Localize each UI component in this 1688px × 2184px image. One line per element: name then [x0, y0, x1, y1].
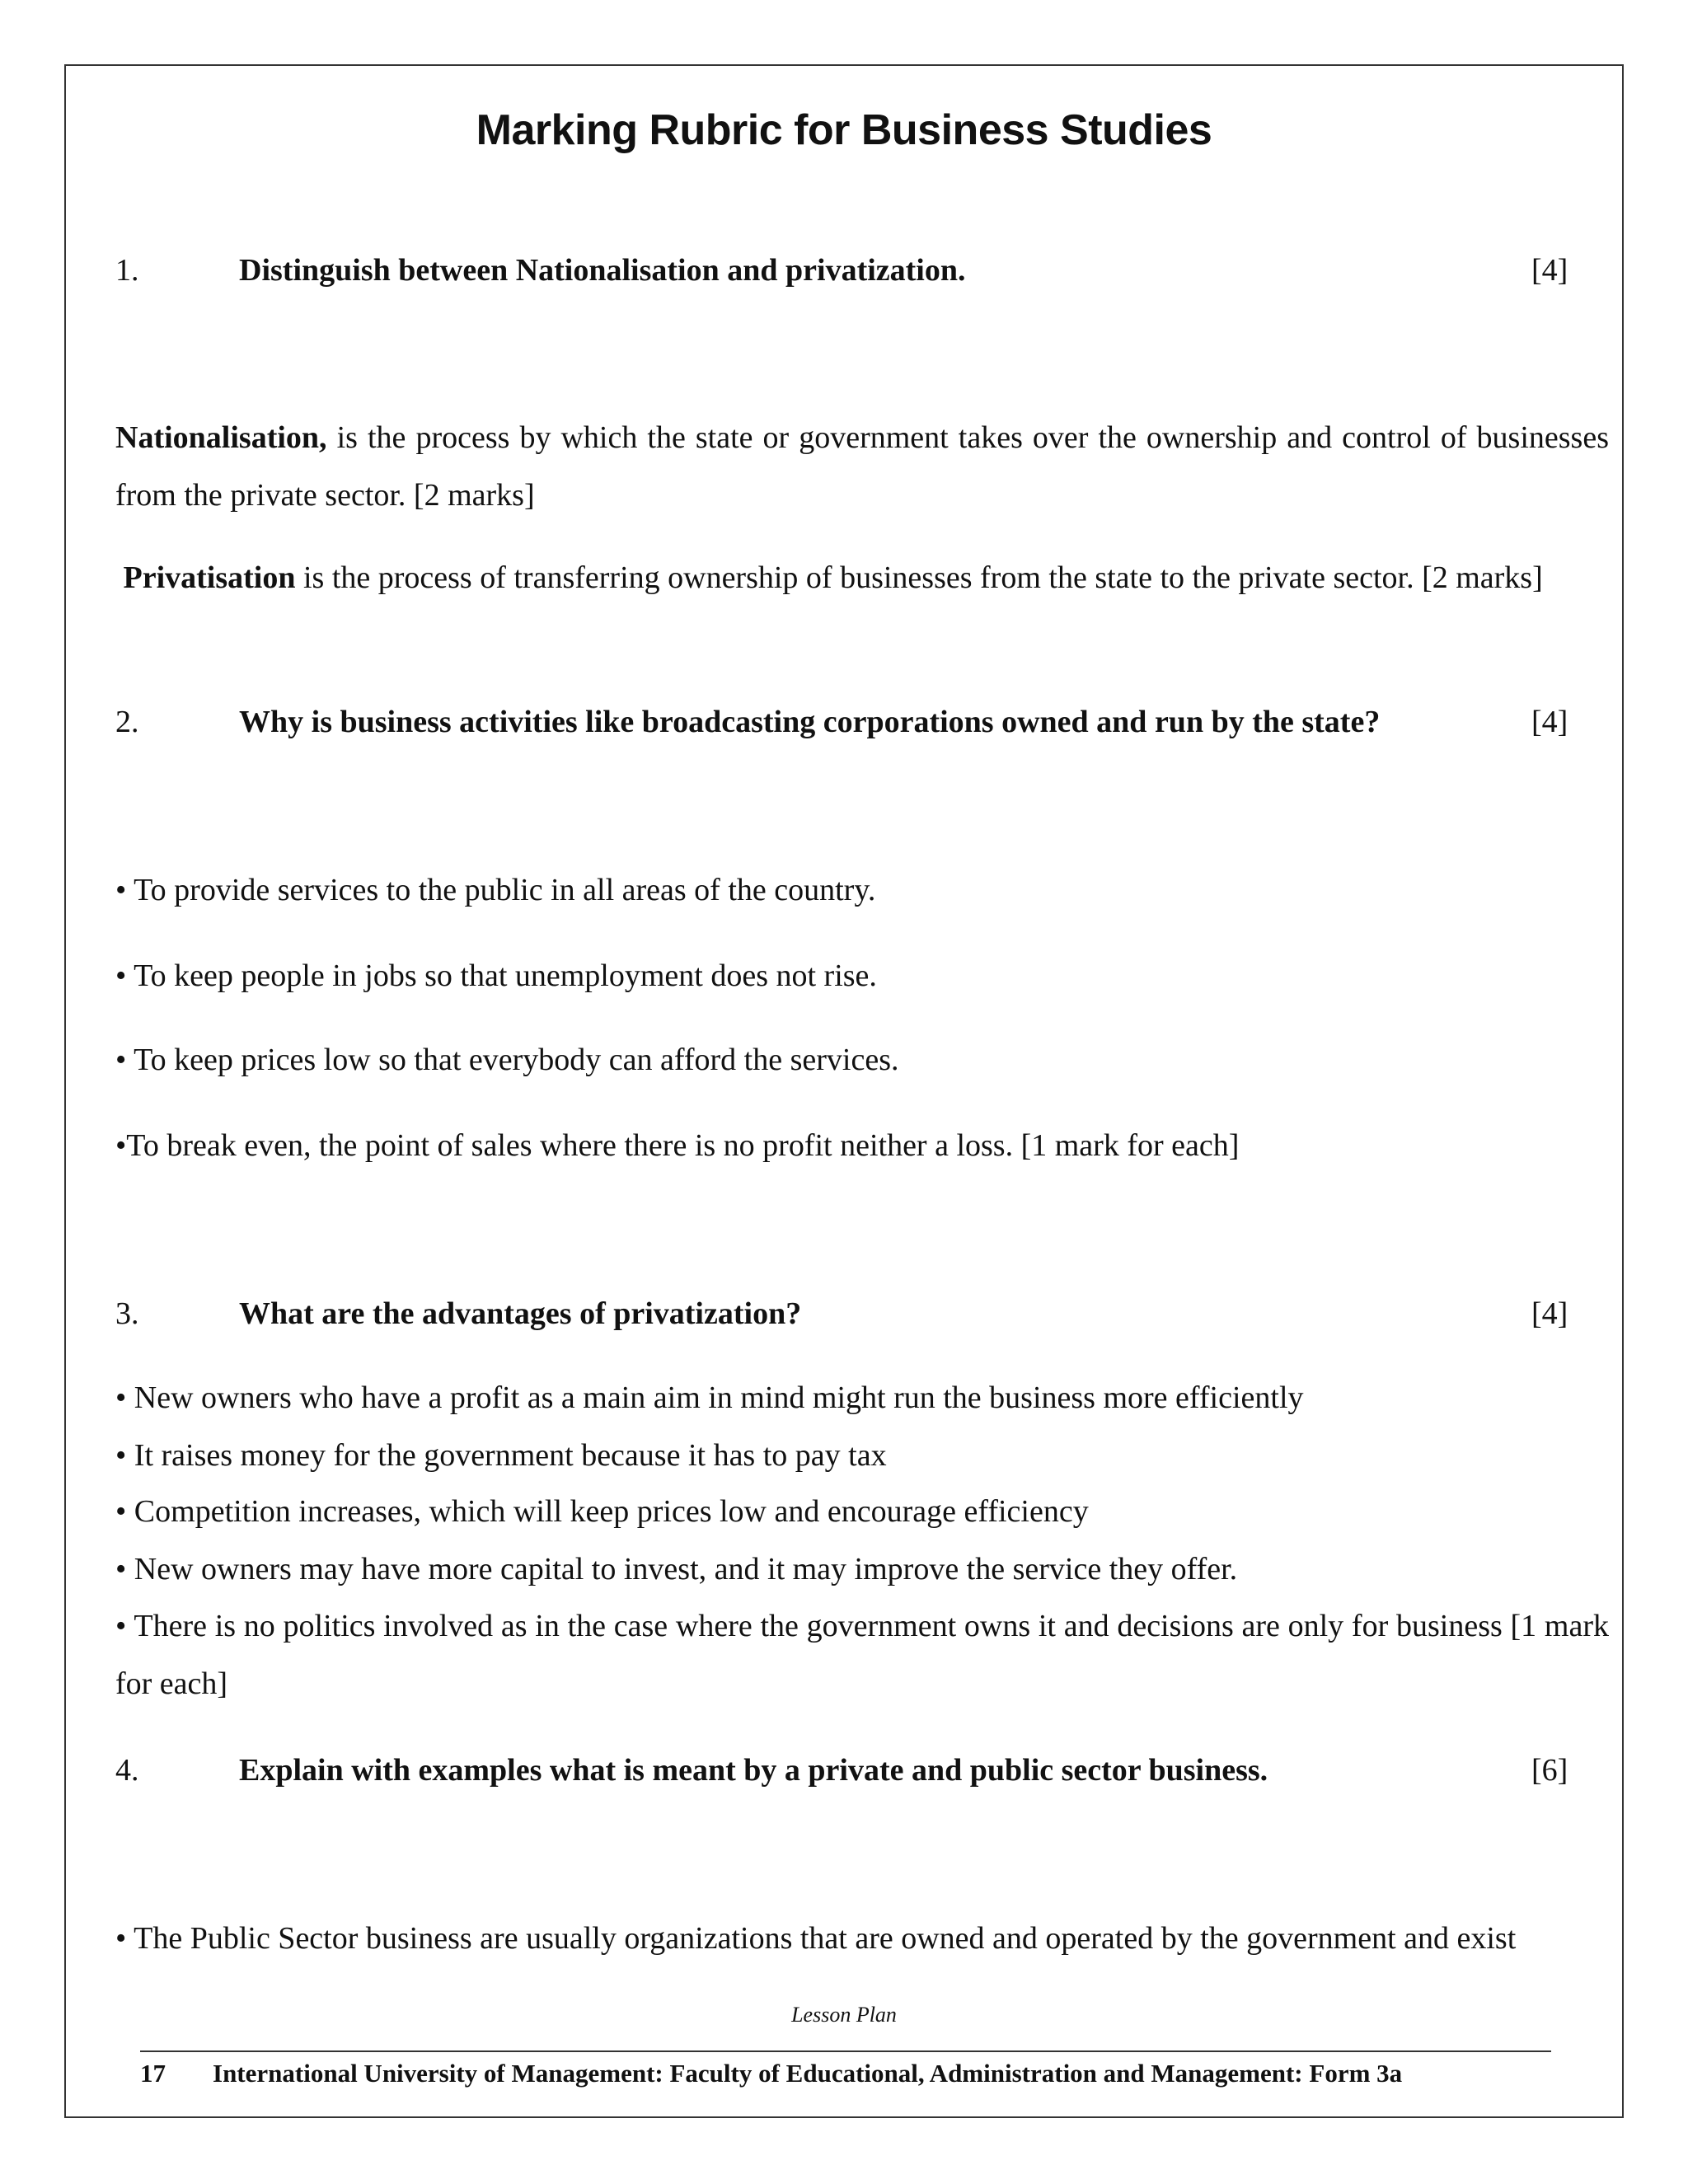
page-border	[64, 64, 1624, 2118]
answer-2-point-4: •To break even, the point of sales where there is no profit neither a loss. [1 mark for each]	[115, 1128, 1240, 1163]
answer-3-point-5: • There is no politics involved as in the case where the government owns it and decisions are only for business [1 mark for each]	[115, 1609, 1609, 1701]
answer-3-point-4: • New owners may have more capital to invest, and it may improve the service they offer.	[115, 1552, 1238, 1586]
question-4-marks: [6]	[1531, 1753, 1568, 1788]
answer-1-nationalisation	[115, 409, 1609, 524]
question-2-text: Why is business activities like broadcasting corporations owned and run by the state?	[239, 705, 1381, 739]
answer-4-point-1: • The Public Sector business are usually organizations that are owned and operated by the government and exist	[115, 1921, 1517, 1956]
question-3-text: What are the advantages of privatization?	[239, 1296, 802, 1331]
nationalisation-definition: is the process by which the state or government takes over the ownership and control of businesses from the private sector. [2 marks]	[115, 420, 1609, 513]
footer-lesson-plan-label: Lesson Plan	[791, 2003, 897, 2027]
footer	[140, 2055, 1402, 2092]
question-1-number: 1.	[115, 253, 139, 288]
footer-divider	[140, 2050, 1551, 2052]
question-4-number: 4.	[115, 1753, 139, 1788]
answer-2-point-1: • To provide services to the public in all areas of the country.	[115, 873, 876, 907]
answer-3-point-1: • New owners who have a profit as a main aim in mind might run the business more efficiently	[115, 1380, 1304, 1415]
answer-2-point-2: • To keep people in jobs so that unemployment does not rise.	[115, 958, 877, 993]
question-2-number: 2.	[115, 705, 139, 739]
privatisation-term: Privatisation	[123, 560, 296, 595]
answer-3-point-3: • Competition increases, which will keep prices low and encourage efficiency	[115, 1494, 1089, 1529]
question-4-text: Explain with examples what is meant by a private and public sector business.	[239, 1753, 1268, 1788]
question-3-number: 3.	[115, 1296, 139, 1331]
answer-1-privatisation	[115, 549, 1609, 607]
question-3-marks: [4]	[1531, 1296, 1568, 1331]
answer-3-point-2: • It raises money for the government because it has to pay tax	[115, 1438, 887, 1473]
page-title: Marking Rubric for Business Studies	[476, 106, 1212, 154]
answer-2-point-3: • To keep prices low so that everybody can afford the services.	[115, 1043, 899, 1077]
footer-institution-text: International University of Management: Faculty of Educational, Administration and Management: Form 3a	[213, 2059, 1403, 2088]
privatisation-definition: is the process of transferring ownership of businesses from the state to the private sector. [2 marks]	[295, 560, 1543, 595]
question-1-marks: [4]	[1531, 253, 1568, 288]
question-1-text: Distinguish between Nationalisation and privatization.	[239, 253, 966, 288]
question-2-marks: [4]	[1531, 705, 1568, 739]
page-number: 17	[140, 2059, 166, 2088]
nationalisation-term: Nationalisation,	[115, 420, 327, 455]
